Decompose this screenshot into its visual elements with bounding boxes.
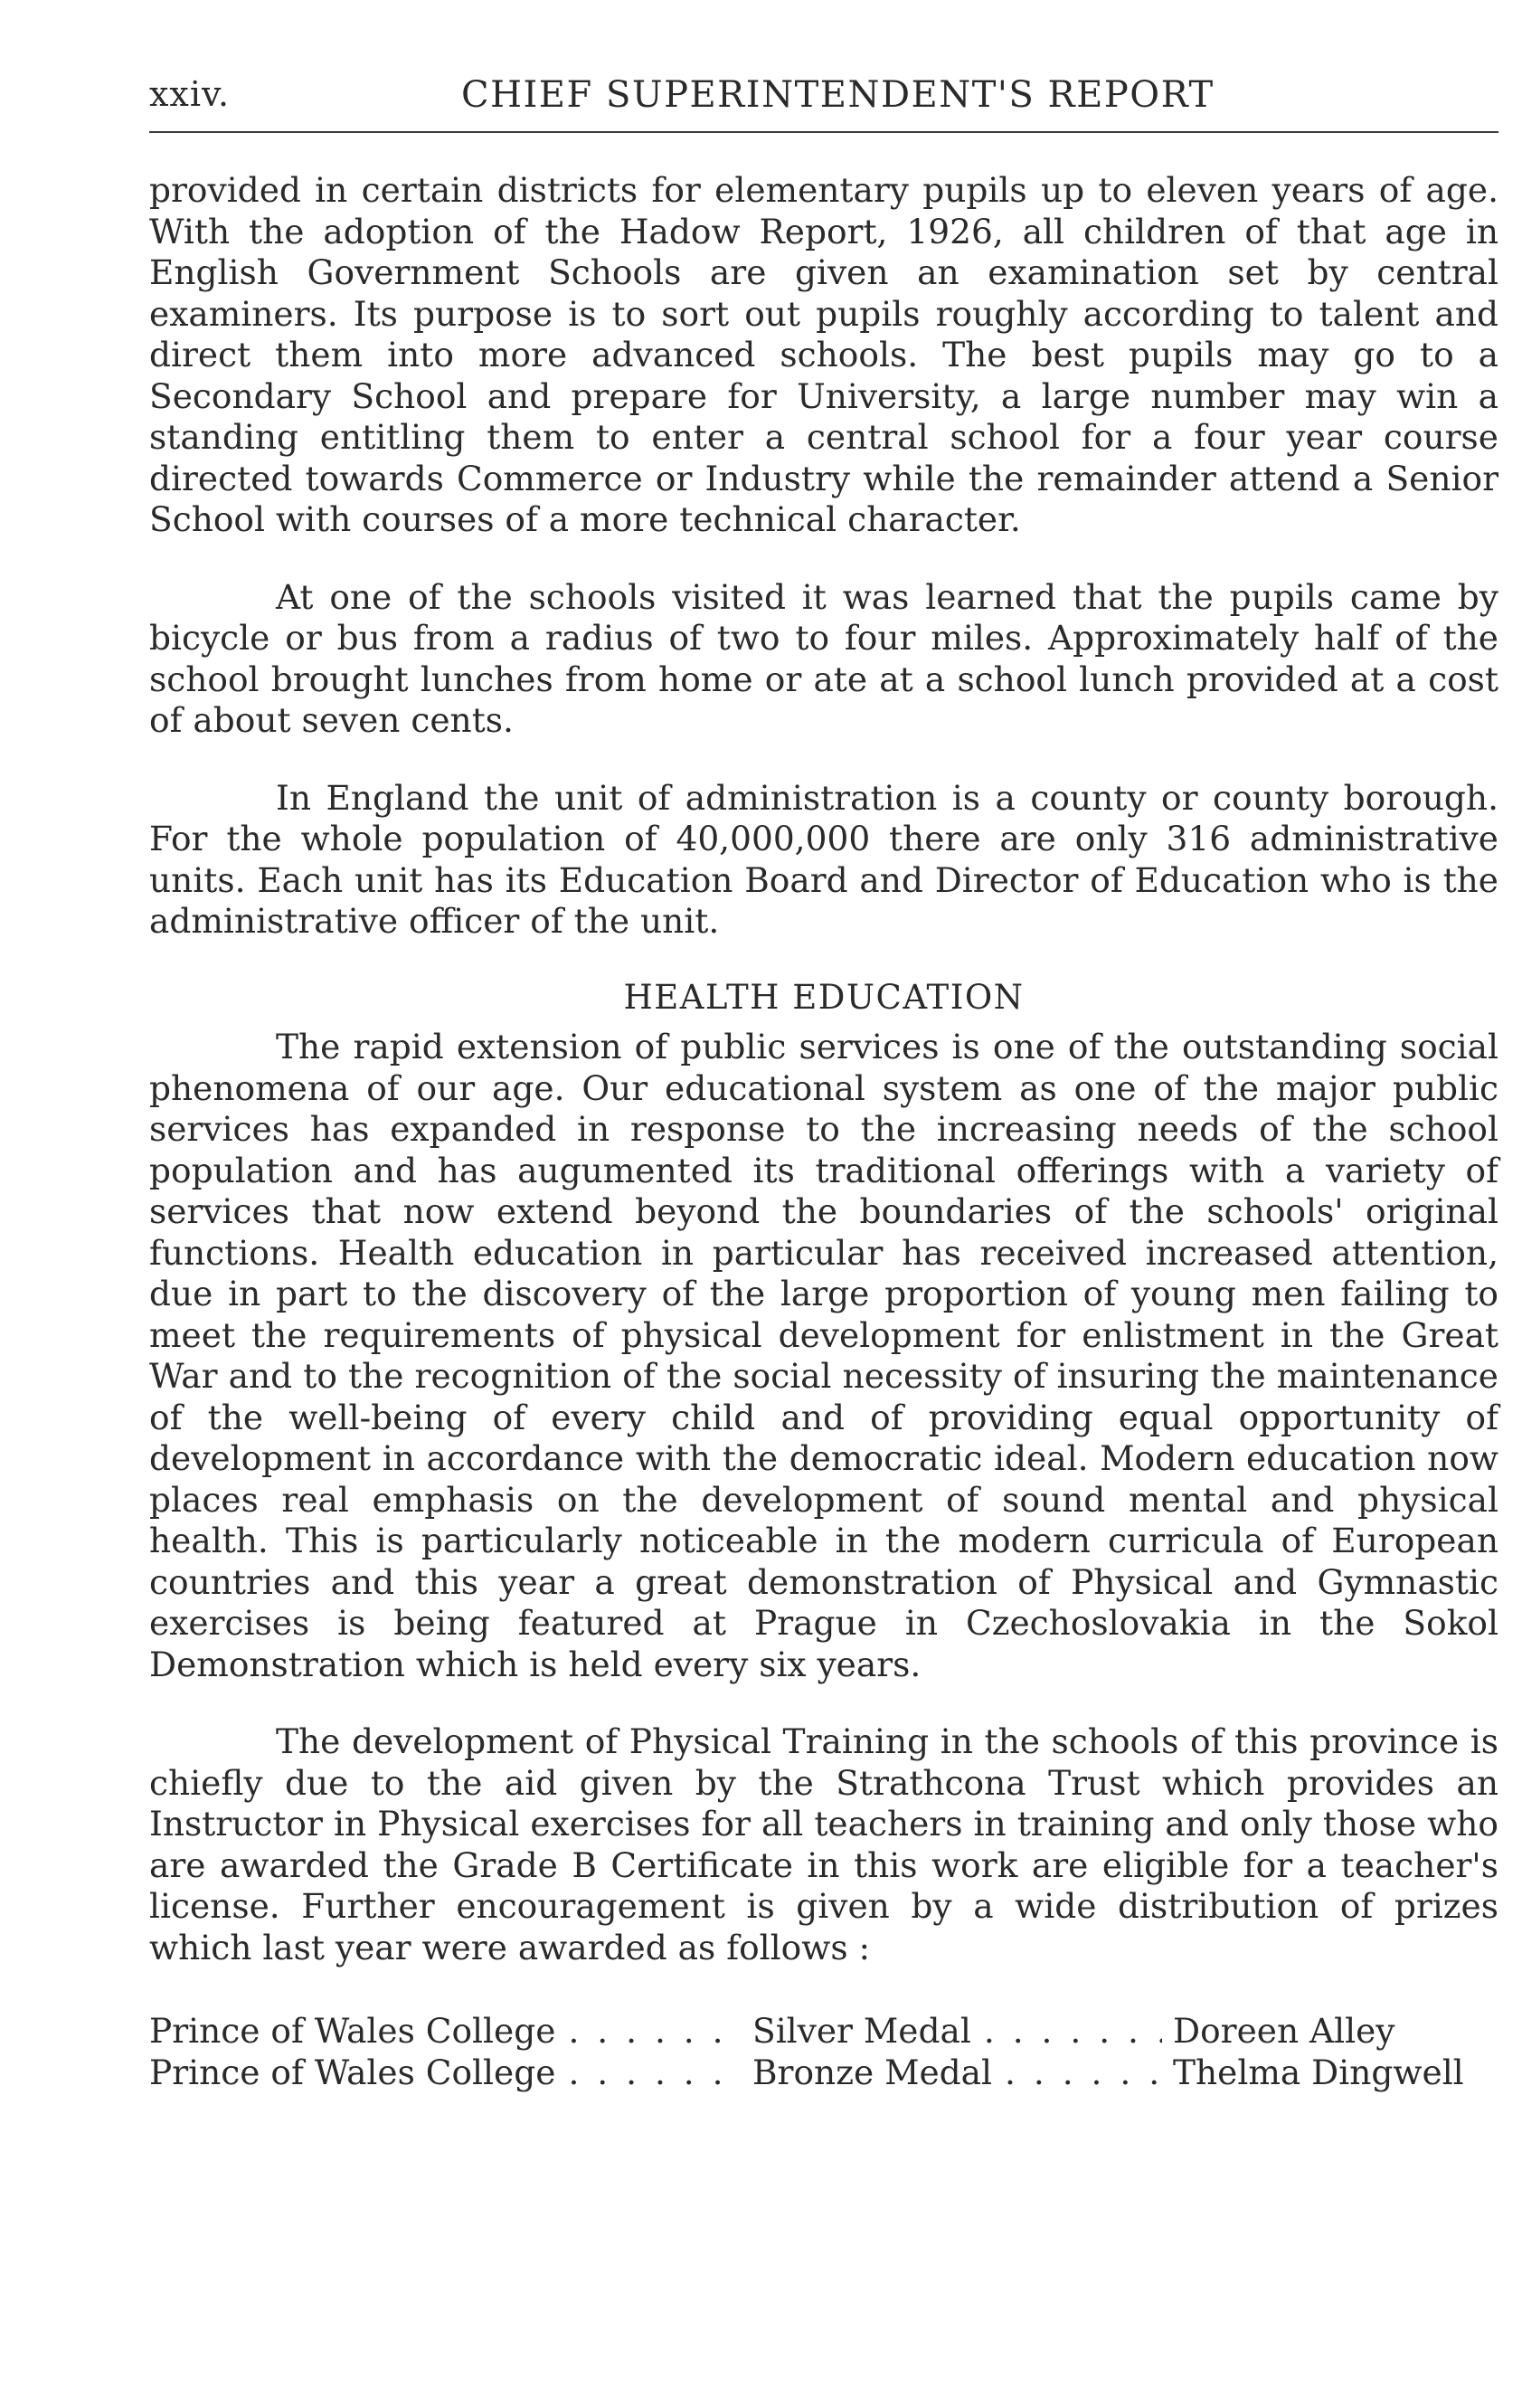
page-header <box>149 74 1497 119</box>
prize-list <box>149 2011 1498 2094</box>
header-rule <box>149 131 1498 133</box>
running-head: CHIEF SUPERINTENDENT'S REPORT <box>461 74 1215 116</box>
prize-recipient: Thelma Dingwell <box>1173 2052 1464 2092</box>
dot-leader <box>1005 2052 1162 2094</box>
paragraph-administration: In England the unit of administration is a county or county borough. For the whole population of 40,000,000 there are only 316 administrative units. Each unit has its Education Board and Director of Education who is the administrative officer of the unit. <box>149 777 1498 941</box>
prize-medal: Bronze Medal <box>752 2052 993 2092</box>
prize-row <box>149 2011 1498 2052</box>
dot-leader <box>568 2011 742 2052</box>
prize-medal: Silver Medal <box>752 2011 971 2051</box>
page-number: xxiv. <box>149 74 231 114</box>
prize-row <box>149 2052 1498 2094</box>
prize-college: Prince of Wales College <box>149 2011 556 2051</box>
paragraph-school-visit: At one of the schools visited it was learned that the pupils came by bicycle or bus from a radius of two to four miles. Approximately half of the school brought lunches from home or ate at a school lunch provided at a cost of about seven cents. <box>149 576 1498 740</box>
section-heading: HEALTH EDUCATION <box>623 977 1025 1017</box>
body-text <box>149 170 1498 2094</box>
dot-leader <box>568 2052 742 2094</box>
paragraph-hadow-report: provided in certain districts for elementary pupils up to eleven years of age. With the adoption of the Hadow Report, 1926, all children of that age in English Government Schools are given an examination set by central examiners. Its purpose is to sort out pupils roughly according to talent and direct them into more advanced schools. The best pupils may go to a Secondary School and prepare for University, a large number may win a standing entitling them to enter a central school for a four year course directed towards Commerce or Industry while the remainder attend a Senior School with courses of a more technical character. <box>149 170 1498 539</box>
prize-recipient: Doreen Alley <box>1173 2011 1395 2051</box>
paragraph-physical-training: The development of Physical Training in the schools of this province is chiefly due to the aid given by the Strathcona Trust which provides an Instructor in Physical exercises for all teachers in training and only those who are awarded the Grade B Certificate in this work are eligible for a teacher's license. Further encouragement is given by a wide distribution of prizes which last year were awarded as follows : <box>149 1721 1498 1967</box>
prize-college: Prince of Wales College <box>149 2052 556 2092</box>
paragraph-health-education: The rapid extension of public services is one of the outstanding social phenomena of our age. Our educational system as one of the major public services has expanded in response to the increasing needs of the school population and has augumented its traditional offerings with a variety of services that now extend beyond the boundaries of the schools' original functions. Health education in particular has received increased attention, due in part to the discovery of the large proportion of young men failing to meet the requirements of physical development for enlistment in the Great War and to the recognition of the social necessity of insuring the maintenance of the well-being of every child and of providing equal opportunity of development in accordance with the democratic ideal. Modern education now places real emphasis on the development of sound mental and physical health. This is particularly noticeable in the modern curricula of European countries and this year a great demonstration of Physical and Gymnastic exercises is being featured at Prague in Czechoslovakia in the Sokol Demonstration which is held every six years. <box>149 1027 1498 1684</box>
dot-leader <box>984 2011 1162 2052</box>
